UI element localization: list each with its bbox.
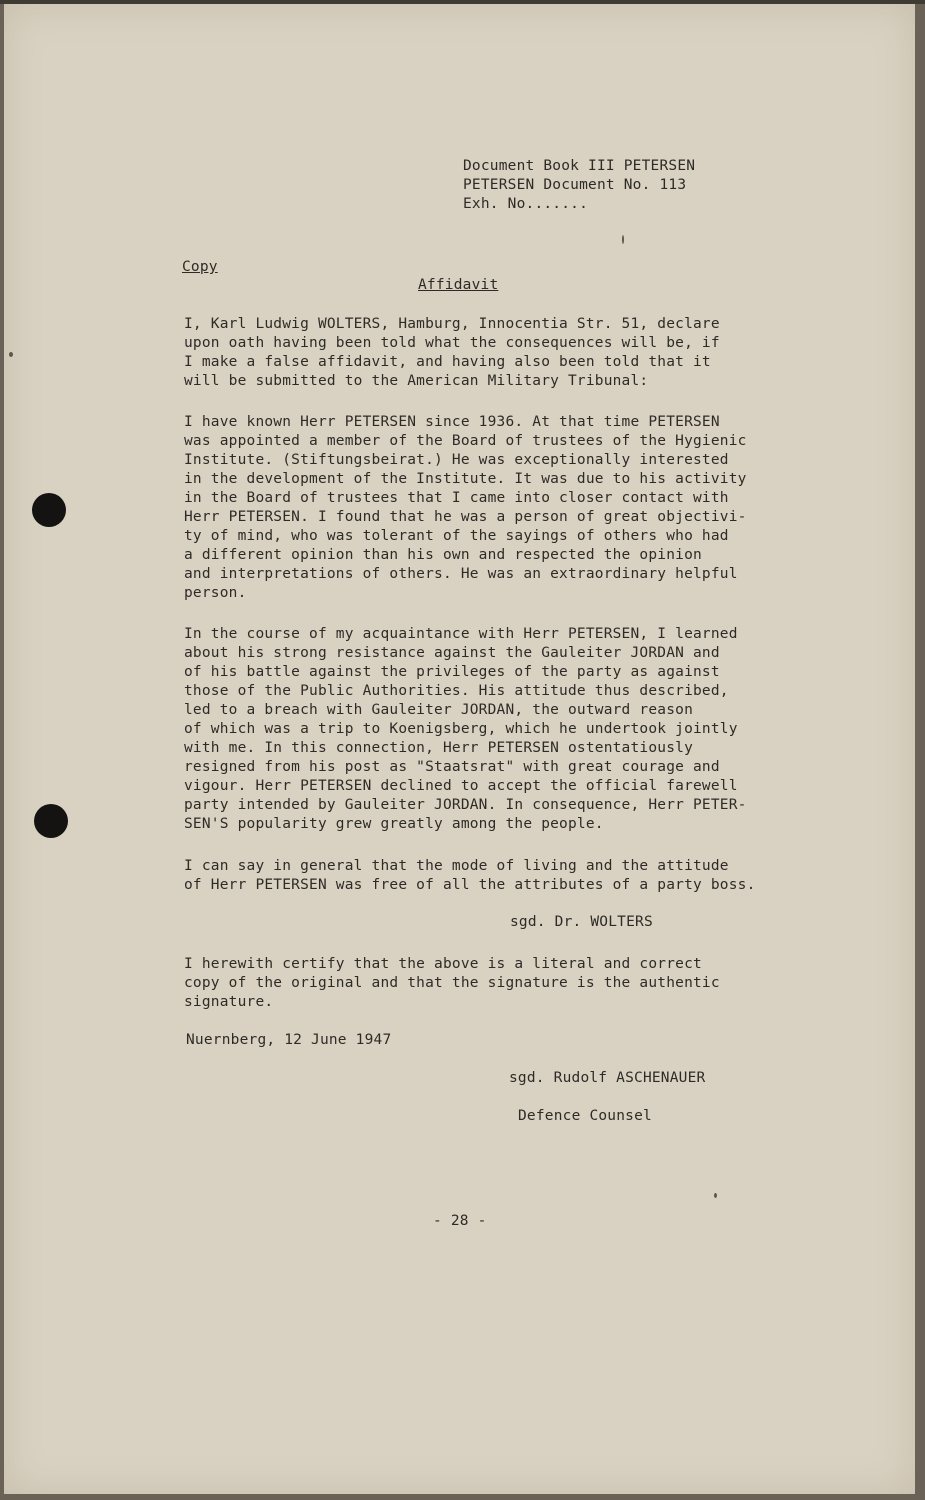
paper-speck <box>714 1193 717 1198</box>
document-title: Affidavit <box>418 277 499 293</box>
text-line: party intended by Gauleiter JORDAN. In consequence, Herr PETER- <box>184 797 747 813</box>
acquaintance-paragraph <box>184 413 804 603</box>
text-line: ty of mind, who was tolerant of the sayings of others who had <box>184 528 729 544</box>
text-line: of Herr PETERSEN was free of all the attributes of a party boss. <box>184 877 756 893</box>
place-and-date: Nuernberg, 12 June 1947 <box>186 1032 392 1048</box>
text-line: in the Board of trustees that I came into closer contact with <box>184 490 729 506</box>
text-line: and interpretations of others. He was an extraordinary helpful <box>184 566 738 582</box>
text-line: I herewith certify that the above is a literal and correct <box>184 956 702 972</box>
oath-paragraph <box>184 315 804 391</box>
text-line: those of the Public Authorities. His attitude thus described, <box>184 683 729 699</box>
punch-hole-lower <box>34 804 68 838</box>
text-line: I, Karl Ludwig WOLTERS, Hamburg, Innocentia Str. 51, declare <box>184 316 720 332</box>
text-line: about his strong resistance against the Gauleiter JORDAN and <box>184 645 720 661</box>
text-line: with me. In this connection, Herr PETERSEN ostentatiously <box>184 740 693 756</box>
header-document-number-line: PETERSEN Document No. 113 <box>463 177 687 193</box>
text-line: of which was a trip to Koenigsberg, which he undertook jointly <box>184 721 738 737</box>
document-reference-header <box>463 157 695 214</box>
text-line: in the development of the Institute. It was due to his activity <box>184 471 747 487</box>
text-line: a different opinion than his own and respected the opinion <box>184 547 702 563</box>
text-line: I can say in general that the mode of living and the attitude <box>184 858 729 874</box>
text-line: resigned from his post as "Staatsrat" with great courage and <box>184 759 720 775</box>
text-line: will be submitted to the American Military Tribunal: <box>184 373 649 389</box>
resistance-paragraph <box>184 625 804 834</box>
page-number: - 28 - <box>433 1213 487 1229</box>
text-line: upon oath having been told what the consequences will be, if <box>184 335 720 351</box>
affiant-signature: sgd. Dr. WOLTERS <box>510 914 653 930</box>
text-line: copy of the original and that the signature is the authentic <box>184 975 720 991</box>
text-line: Institute. (Stiftungsbeirat.) He was exceptionally interested <box>184 452 729 468</box>
text-line: led to a breach with Gauleiter JORDAN, the outward reason <box>184 702 693 718</box>
copy-label: Copy <box>182 259 218 275</box>
text-line: SEN'S popularity grew greatly among the people. <box>184 816 604 832</box>
text-line: In the course of my acquaintance with Herr PETERSEN, I learned <box>184 626 738 642</box>
text-line: signature. <box>184 994 274 1010</box>
paper-speck <box>9 352 13 357</box>
text-line: person. <box>184 585 247 601</box>
counsel-role: Defence Counsel <box>518 1108 652 1124</box>
punch-hole-upper <box>32 493 66 527</box>
text-line: was appointed a member of the Board of trustees of the Hygienic <box>184 433 747 449</box>
text-line: I have known Herr PETERSEN since 1936. At that time PETERSEN <box>184 414 720 430</box>
summary-paragraph <box>184 857 804 895</box>
text-line: I make a false affidavit, and having also been told that it <box>184 354 711 370</box>
counsel-signature: sgd. Rudolf ASCHENAUER <box>509 1070 706 1086</box>
text-line: of his battle against the privileges of the party as against <box>184 664 720 680</box>
paper-speck <box>622 235 624 244</box>
header-book-line: Document Book III PETERSEN <box>463 158 696 174</box>
text-line: vigour. Herr PETERSEN declined to accept the official farewell <box>184 778 738 794</box>
text-line: Herr PETERSEN. I found that he was a person of great objectivi- <box>184 509 747 525</box>
certification-paragraph <box>184 955 804 1012</box>
header-exhibit-line: Exh. No....... <box>463 196 589 212</box>
